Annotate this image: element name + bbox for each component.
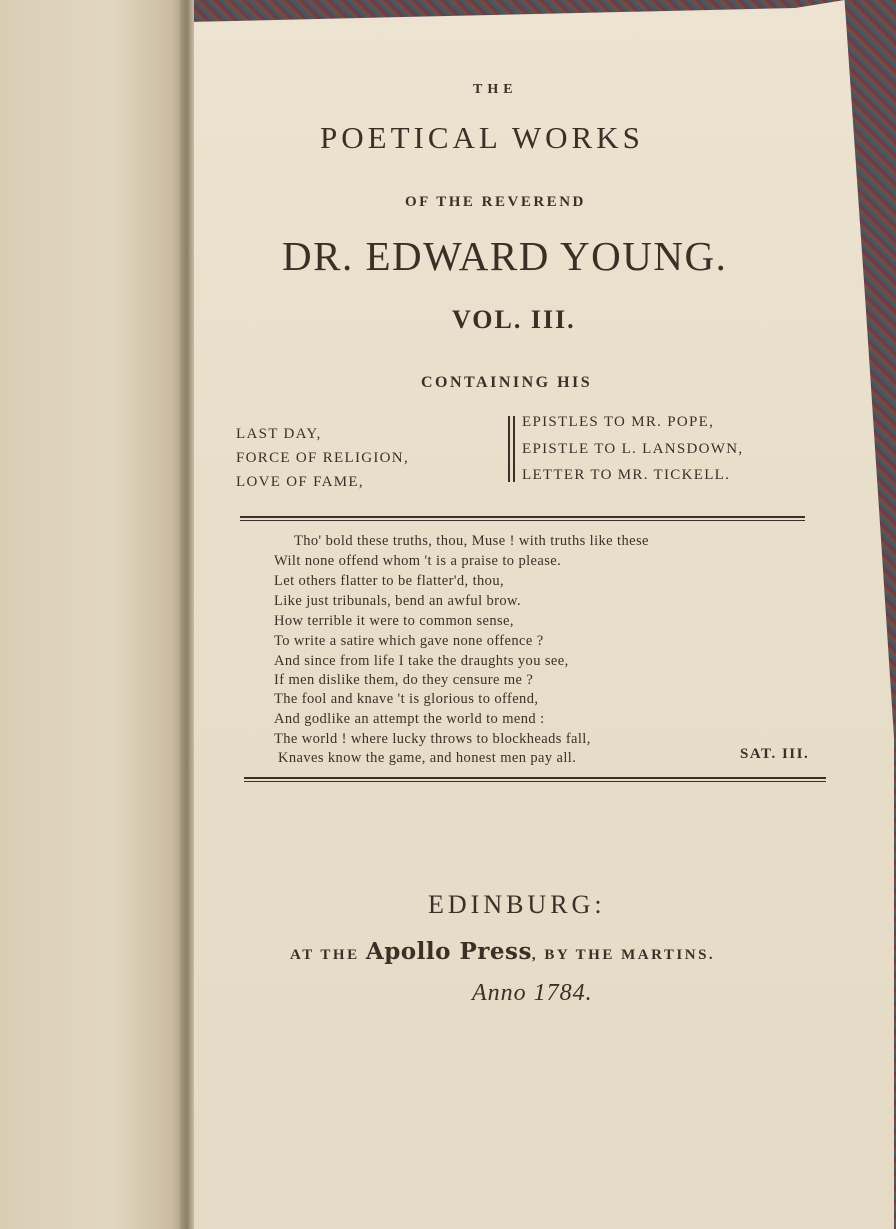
- imprint-printer: [290, 938, 715, 965]
- epigraph-line: If men dislike them, do they censure me ?: [274, 672, 534, 688]
- author-name: DR. EDWARD YOUNG.: [282, 233, 728, 279]
- epigraph-line: Let others flatter to be flatter'd, thou,: [274, 573, 504, 589]
- printer-suffix: , BY THE MARTINS.: [531, 947, 716, 963]
- imprint-city: EDINBURG:: [428, 890, 606, 919]
- contents-left-item: LOVE OF FAME,: [236, 474, 364, 490]
- rule-top: [240, 516, 805, 521]
- epigraph-line: To write a satire which gave none offence ?: [274, 633, 544, 649]
- epigraph-line: How terrible it were to common sense,: [274, 613, 514, 629]
- rule-bottom: [244, 777, 826, 782]
- contents-divider: [508, 416, 515, 482]
- contents-right-item: LETTER TO MR. TICKELL.: [522, 467, 731, 483]
- epigraph-line: The world ! where lucky throws to blockheads fall,: [274, 731, 591, 747]
- epigraph-line: The fool and knave 't is glorious to offend,: [274, 691, 539, 707]
- epigraph-line: And since from life I take the draughts you see,: [274, 653, 569, 669]
- printer-prefix: AT THE: [290, 947, 360, 963]
- volume-number: VOL. III.: [452, 305, 576, 334]
- epigraph-line: And godlike an attempt the world to mend :: [274, 711, 545, 727]
- title-article: THE: [473, 82, 518, 97]
- contents-heading: CONTAINING HIS: [421, 374, 593, 391]
- imprint-year: Anno 1784.: [472, 980, 593, 1006]
- left-page: [0, 0, 186, 1229]
- epigraph-line: Tho' bold these truths, thou, Muse ! with truths like these: [294, 533, 649, 549]
- epigraph-line: Like just tribunals, bend an awful brow.: [274, 593, 522, 609]
- epigraph-line: Knaves know the game, and honest men pay all.: [278, 750, 577, 766]
- contents-left-item: LAST DAY,: [236, 426, 322, 442]
- epigraph-source: SAT. III.: [740, 746, 810, 762]
- book-title: POETICAL WORKS: [320, 120, 644, 155]
- book-gutter: [180, 0, 194, 1229]
- author-prefix: OF THE REVEREND: [405, 194, 586, 210]
- contents-right-item: EPISTLES TO MR. POPE,: [522, 414, 715, 430]
- contents-right-item: EPISTLE TO L. LANSDOWN,: [522, 441, 744, 457]
- contents-left-item: FORCE OF RELIGION,: [236, 450, 409, 466]
- epigraph-line: Wilt none offend whom 't is a praise to please.: [274, 553, 562, 569]
- press-name: Apollo Press: [365, 938, 532, 965]
